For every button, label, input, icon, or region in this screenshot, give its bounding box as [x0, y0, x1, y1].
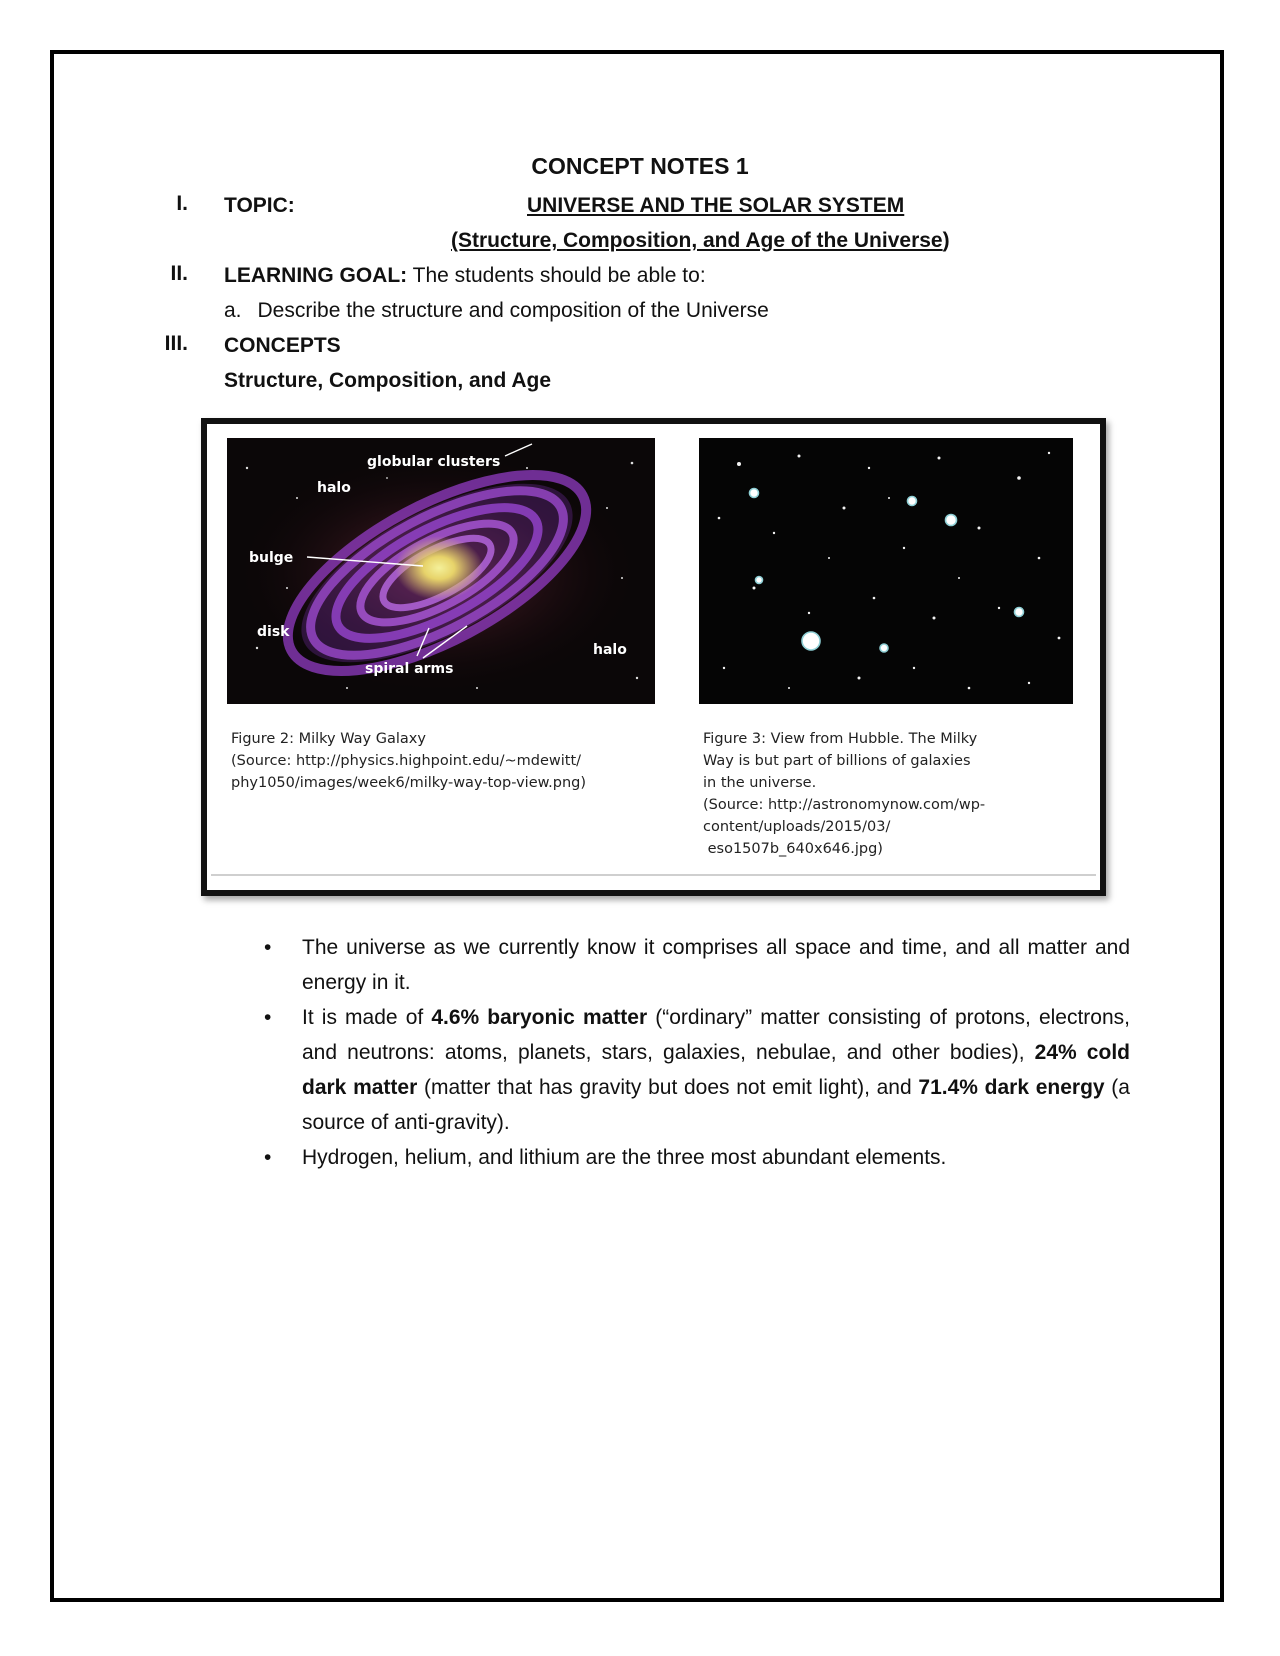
goal-item-text: Describe the structure and composition of the Universe — [257, 299, 769, 322]
hubble-starfield-image — [699, 438, 1073, 704]
concepts-subheading: Structure, Composition, and Age — [224, 369, 552, 392]
label-halo-top: halo — [317, 480, 351, 496]
bullet-elements — [264, 1140, 1130, 1175]
page-title: CONCEPT NOTES 1 — [531, 153, 749, 179]
bullet-2-text-2: (“ordinary” matter consisting of protons, electrons, and neutrons: atoms, planets, stars, galaxies, nebulae, and other bodies), — [302, 1006, 1130, 1064]
bullet-composition — [264, 1000, 1130, 1140]
bullet-dot: • — [264, 936, 272, 959]
bullet-2-text-4: (a source of anti-gravity). — [302, 1076, 1130, 1134]
concepts-label: CONCEPTS — [224, 334, 341, 357]
roman-numeral-3: III. — [164, 332, 188, 355]
goal-item-letter: a. — [224, 299, 242, 322]
roman-numeral-2: II. — [170, 262, 188, 285]
learning-goal — [224, 262, 706, 290]
bullet-3-text: Hydrogen, helium, and lithium are the three most abundant elements. — [302, 1146, 947, 1169]
topic-subtitle-text: (Structure, Composition, and Age of the Universe — [451, 229, 943, 252]
roman-numeral-1: I. — [176, 192, 188, 215]
bullet-2-bold-2: 24% cold dark matter — [302, 1041, 1130, 1099]
learning-goal-text: The students should be able to: — [407, 264, 706, 287]
figure-2-caption: Figure 2: Milky Way Galaxy (Source: http://physics.highpoint.edu/~mdewitt/ phy1050/images/week6/milky-way-top-view.png) — [231, 731, 587, 791]
bullet-2-text-1: It is made of — [302, 1006, 432, 1029]
bullet-2-bold-1: 4.6% baryonic matter — [431, 1006, 648, 1029]
topic-label: TOPIC: — [224, 194, 295, 217]
label-halo-bottom: halo — [593, 642, 627, 658]
topic-subtitle — [451, 227, 950, 255]
learning-goal-label: LEARNING GOAL: — [224, 264, 408, 287]
goal-item-a — [224, 297, 769, 325]
label-bulge: bulge — [249, 550, 294, 566]
figure-3-caption: Figure 3: View from Hubble. The Milky Way is but part of billions of galaxies in the universe. (Source: http://astronomynow.com/wp- content/uploads/2015/03/ eso1507b_640x646.jpg) — [703, 731, 986, 857]
figure-box-divider — [211, 874, 1096, 876]
label-spiral-arms: spiral arms — [365, 661, 454, 677]
bullet-2-text-3: (matter that has gravity but does not emit light), and — [417, 1076, 919, 1099]
bullet-1-text: The universe as we currently know it comprises all space and time, and all matter and energy in it. — [302, 936, 1130, 994]
label-disk: disk — [257, 624, 290, 640]
milky-way-galaxy-image — [227, 438, 655, 704]
bullet-dot: • — [264, 1006, 272, 1029]
topic-subtitle-close: ) — [942, 229, 950, 252]
figure-box — [201, 418, 1106, 896]
concept-bullet-list — [264, 930, 1130, 1175]
bullet-dot: • — [264, 1146, 272, 1169]
topic-value: UNIVERSE AND THE SOLAR SYSTEM — [527, 194, 905, 217]
bullet-2-bold-3: 71.4% dark energy — [918, 1076, 1105, 1099]
bullet-universe-definition — [264, 930, 1130, 1000]
label-globular-clusters: globular clusters — [367, 454, 501, 470]
